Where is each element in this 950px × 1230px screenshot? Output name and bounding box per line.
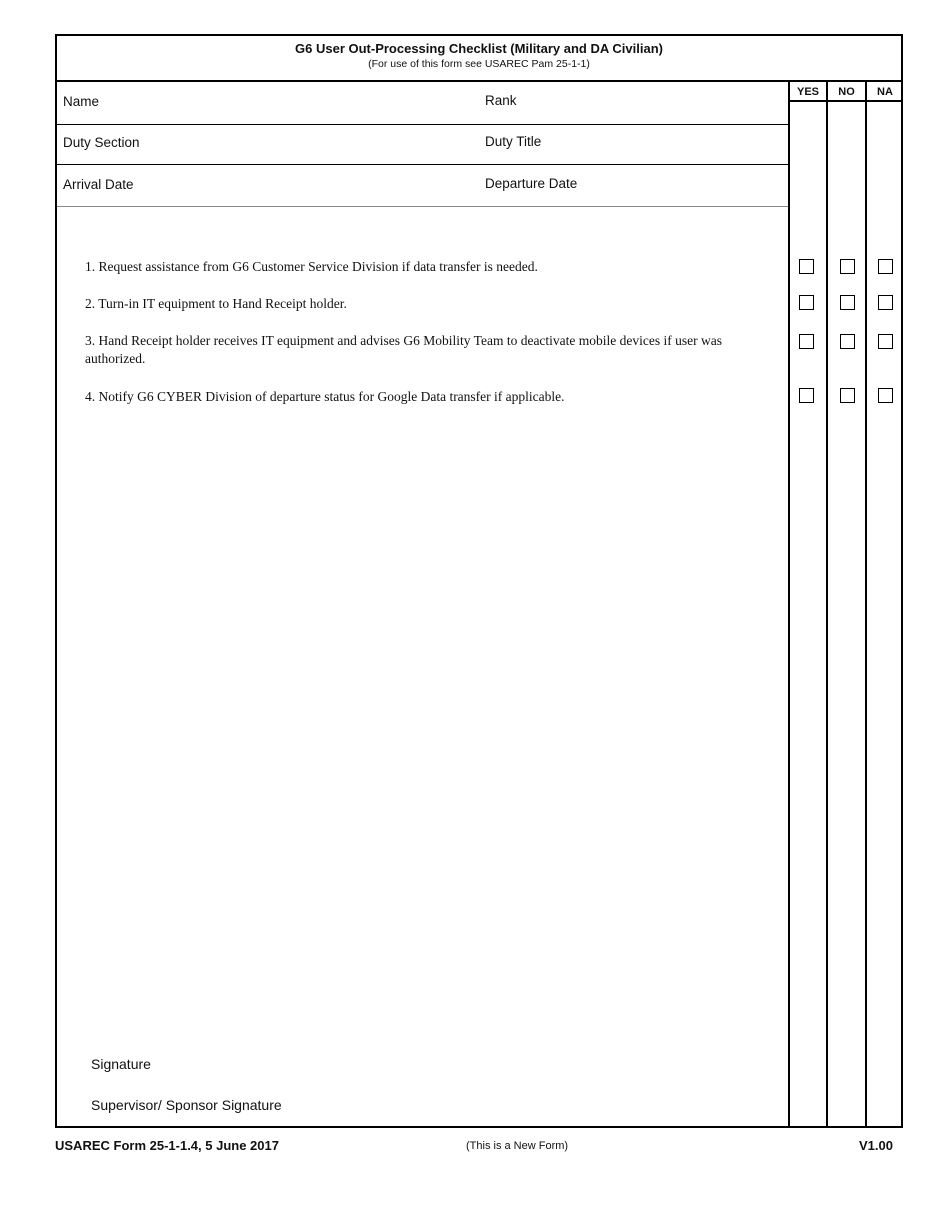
name-field-label[interactable]: Name bbox=[63, 94, 100, 109]
column-divider-no bbox=[826, 82, 828, 1126]
row-divider bbox=[57, 164, 788, 165]
item-1-yes-checkbox[interactable] bbox=[799, 259, 814, 274]
supervisor-signature-field-label[interactable]: Supervisor/ Sponsor Signature bbox=[91, 1097, 282, 1113]
item-3-na-checkbox[interactable] bbox=[878, 334, 893, 349]
checklist-item-1: 1. Request assistance from G6 Customer Service Division if data transfer is needed. bbox=[85, 259, 538, 274]
column-divider-na bbox=[865, 82, 867, 1126]
form-subtitle: (For use of this form see USAREC Pam 25-1-1) bbox=[368, 58, 590, 70]
item-4-no-checkbox[interactable] bbox=[840, 388, 855, 403]
duty-title-field-label[interactable]: Duty Title bbox=[485, 134, 542, 149]
footer-form-id: USAREC Form 25-1-1.4, 5 June 2017 bbox=[55, 1138, 279, 1153]
checklist-item-2: 2. Turn-in IT equipment to Hand Receipt holder. bbox=[85, 296, 347, 311]
item-2-no-checkbox[interactable] bbox=[840, 295, 855, 310]
item-2-yes-checkbox[interactable] bbox=[799, 295, 814, 310]
arrival-date-field-label[interactable]: Arrival Date bbox=[63, 177, 134, 192]
item-4-yes-checkbox[interactable] bbox=[799, 388, 814, 403]
column-divider-yes bbox=[788, 82, 790, 1126]
column-header-na: NA bbox=[877, 86, 893, 98]
item-2-na-checkbox[interactable] bbox=[878, 295, 893, 310]
checklist-form bbox=[55, 34, 903, 1128]
column-header-no: NO bbox=[838, 86, 855, 98]
rank-field-label[interactable]: Rank bbox=[485, 93, 517, 108]
form-title: G6 User Out-Processing Checklist (Military and DA Civilian) bbox=[295, 41, 663, 56]
item-1-no-checkbox[interactable] bbox=[840, 259, 855, 274]
checklist-item-4: 4. Notify G6 CYBER Division of departure status for Google Data transfer if applicable. bbox=[85, 389, 565, 404]
item-3-yes-checkbox[interactable] bbox=[799, 334, 814, 349]
column-header-yes: YES bbox=[796, 86, 819, 98]
departure-date-field-label[interactable]: Departure Date bbox=[485, 176, 578, 191]
footer-note: (This is a New Form) bbox=[466, 1140, 569, 1152]
item-1-na-checkbox[interactable] bbox=[878, 259, 893, 274]
form-header bbox=[57, 36, 901, 82]
duty-section-field-label[interactable]: Duty Section bbox=[63, 135, 140, 150]
row-divider bbox=[57, 206, 788, 207]
signature-field-label[interactable]: Signature bbox=[91, 1056, 151, 1072]
row-divider bbox=[57, 124, 788, 125]
footer-version: V1.00 bbox=[859, 1138, 893, 1153]
checklist-item-3: 3. Hand Receipt holder receives IT equipment and advises G6 Mobility Team to deactivate mobile devices if user was authorized. bbox=[85, 333, 722, 366]
item-4-na-checkbox[interactable] bbox=[878, 388, 893, 403]
item-3-no-checkbox[interactable] bbox=[840, 334, 855, 349]
